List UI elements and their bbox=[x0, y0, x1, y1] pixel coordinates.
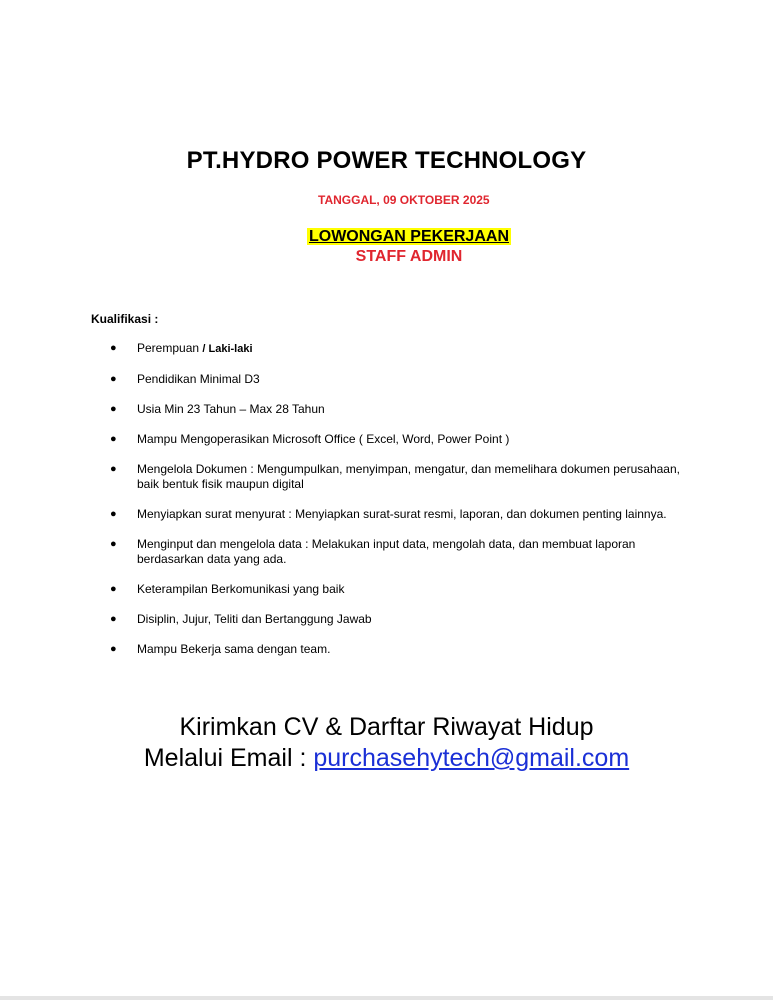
bullet-icon: ● bbox=[110, 463, 117, 475]
qualification-text: Perempuan bbox=[137, 341, 200, 355]
qualification-text: Mampu Mengoperasikan Microsoft Office ( Excel, Word, Power Point ) bbox=[137, 432, 510, 446]
qualification-text: Mampu Bekerja sama dengan team. bbox=[137, 642, 331, 656]
list-item bbox=[110, 372, 680, 387]
list-item bbox=[110, 537, 680, 567]
qualification-text: Keterampilan Berkomunikasi yang baik bbox=[137, 582, 345, 596]
bullet-icon: ● bbox=[110, 403, 117, 415]
bullet-icon: ● bbox=[110, 342, 117, 354]
list-item bbox=[110, 582, 680, 597]
contact-instruction: Kirimkan CV & Darftar Riwayat Hidup bbox=[179, 713, 594, 741]
bullet-icon: ● bbox=[110, 508, 117, 520]
qualification-text: Menginput dan mengelola data : Melakukan input data, mengolah data, dan membuat laporan berdasarkan data yang ada. bbox=[137, 537, 636, 566]
list-item bbox=[110, 432, 680, 447]
posting-date: TANGGAL, 09 OKTOBER 2025 bbox=[318, 193, 490, 207]
bullet-icon: ● bbox=[110, 643, 117, 655]
list-item bbox=[110, 642, 680, 657]
bullet-icon: ● bbox=[110, 583, 117, 595]
qualifications-list bbox=[110, 341, 680, 672]
bottom-divider bbox=[0, 996, 773, 1000]
contact-email-line bbox=[0, 743, 773, 774]
email-link[interactable]: purchasehytech@gmail.com bbox=[313, 744, 630, 772]
qualification-text: Mengelola Dokumen : Mengumpulkan, menyimpan, mengatur, dan memelihara dokumen perusahaan, baik bentuk fisik maupun digital bbox=[137, 462, 680, 491]
qualification-text: Disiplin, Jujur, Teliti dan Bertanggung Jawab bbox=[137, 612, 372, 626]
job-heading-block bbox=[0, 227, 773, 267]
list-item bbox=[110, 341, 680, 357]
qualification-suffix: / Laki-laki bbox=[202, 343, 253, 355]
qualification-text: Pendidikan Minimal D3 bbox=[137, 372, 260, 386]
qualifications-label: Kualifikasi : bbox=[91, 312, 159, 326]
list-item bbox=[110, 402, 680, 417]
list-item bbox=[110, 507, 680, 522]
bullet-icon: ● bbox=[110, 433, 117, 445]
bullet-icon: ● bbox=[110, 613, 117, 625]
contact-email-prefix: Melalui Email : bbox=[143, 744, 314, 772]
list-item bbox=[110, 612, 680, 627]
bullet-icon: ● bbox=[110, 373, 117, 385]
contact-block bbox=[0, 712, 773, 774]
bullet-icon: ● bbox=[110, 538, 117, 550]
list-item bbox=[110, 462, 680, 492]
job-title: STAFF ADMIN bbox=[355, 248, 463, 265]
qualification-text: Menyiapkan surat menyurat : Menyiapkan surat-surat resmi, laporan, dan dokumen penting lainnya. bbox=[137, 507, 667, 521]
qualification-text: Usia Min 23 Tahun – Max 28 Tahun bbox=[137, 402, 325, 416]
job-heading: LOWONGAN PEKERJAAN bbox=[308, 228, 509, 245]
company-name: PT.HYDRO POWER TECHNOLOGY bbox=[186, 147, 587, 174]
